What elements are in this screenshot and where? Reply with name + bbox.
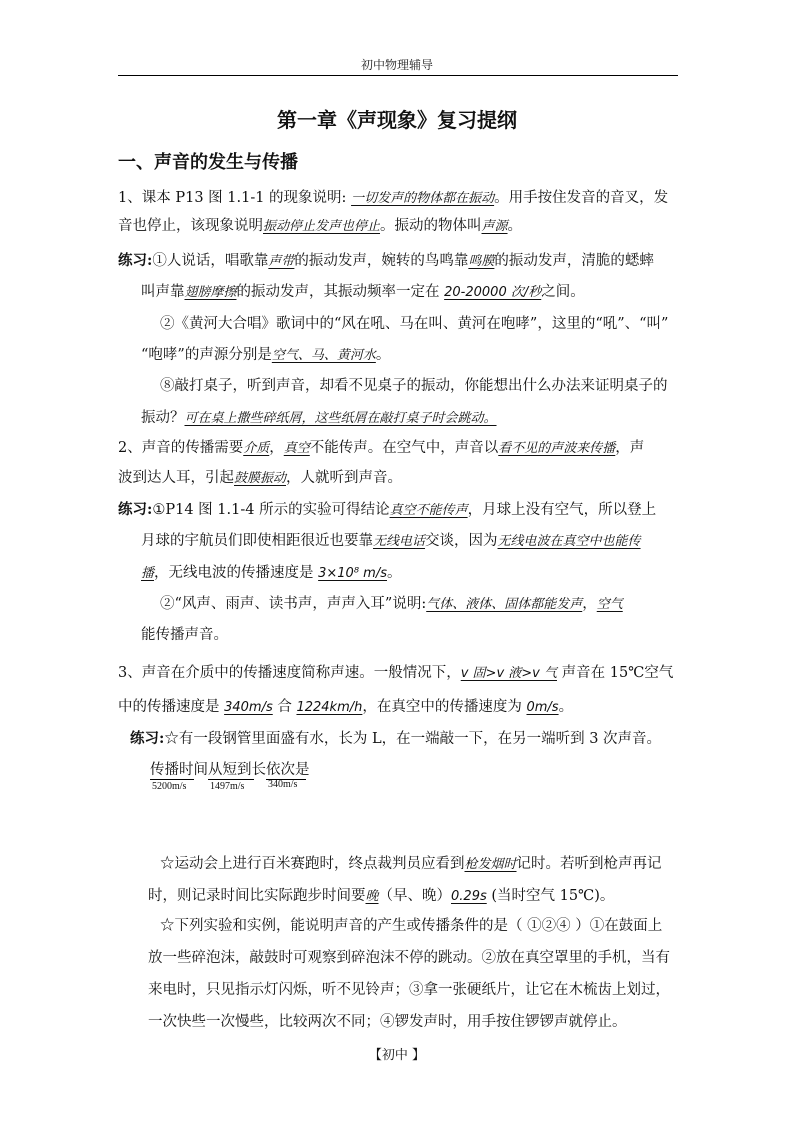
exercise-1-line-5	[160, 374, 668, 395]
text: ，在真空中的传播速度为	[362, 699, 527, 715]
answer: 介质	[243, 441, 270, 456]
text: 的振动发声，清脆的蟋蟀	[494, 253, 654, 269]
section-heading: 一、声音的发生与传播	[118, 152, 298, 173]
answer: 鸣膜	[468, 254, 495, 269]
exercise-label: 练习:	[130, 730, 165, 747]
text: ①P14 图 1.1-4 所示的实验可得结论	[152, 502, 390, 518]
exercise-2-line-5	[141, 623, 228, 644]
exercise-2-line-2	[141, 529, 641, 550]
answer: 0.29s	[451, 889, 487, 904]
text: 交谈，因为	[425, 533, 498, 549]
underline-mark	[150, 779, 194, 780]
answer: 0m/s	[526, 700, 559, 715]
answer: 无线电波在真空中也能传	[497, 534, 641, 549]
text: “咆哮”的声源分别是	[141, 347, 272, 363]
paragraph-2-line-2	[118, 466, 402, 487]
exercise-label: 练习:	[118, 501, 153, 518]
exercise-3-line-2	[150, 758, 310, 779]
text: 1、课本 P13 图 1.1-1 的现象说明:	[118, 190, 352, 206]
text: 能传播声音。	[141, 627, 228, 643]
text: ②《黄河大合唱》歌词中的“风在吼、马在叫、黄河在咆哮”，这里的“吼”、“叫”	[160, 316, 669, 332]
text: ，无线电波的传播速度是	[154, 565, 319, 581]
exercise-2-line-1	[118, 498, 656, 519]
exercise-1-line-4	[141, 343, 390, 364]
answer: 无线电话	[373, 534, 426, 549]
answer: 播	[141, 566, 155, 581]
text: 中的传播速度是	[118, 699, 225, 715]
underline-mark	[208, 779, 254, 780]
answer: 翅膀摩擦	[184, 285, 237, 300]
text: 声音在 15℃空气	[557, 665, 674, 681]
text: 传播时间从短到长依次是	[150, 762, 310, 778]
answer: 可在桌上撒些碎纸屑，这些纸屑在敲打桌子时会跳动。	[184, 411, 497, 426]
text: 。振动的物体叫	[380, 218, 482, 234]
exercise-5-line-2	[148, 946, 670, 967]
answer: 真空	[283, 441, 310, 456]
text: 的振动发声，婉转的鸟鸣靠	[294, 253, 469, 269]
text: ⑧敲打桌子，听到声音，却看不见桌子的振动，你能想出什么办法来证明桌子的	[160, 378, 668, 394]
text: 。	[375, 347, 391, 363]
answer: 枪发烟时	[464, 857, 517, 872]
text: ☆有一段钢管里面盛有水，长为 L，在一端敲一下，在另一端听到 3 次声音。	[164, 731, 662, 747]
answer: 气体、液体、固体都能发声	[426, 597, 583, 612]
text: ，	[582, 596, 597, 612]
answer: 振动停止发声也停止	[263, 219, 381, 234]
text: 。	[507, 218, 523, 234]
document-title: 第一章《声现象》复习提纲	[277, 108, 517, 132]
speed-label-air: 340m/s	[268, 779, 298, 790]
answer: 看不见的声波来传播	[498, 441, 616, 456]
answer: 声带	[268, 254, 295, 269]
answer: 340m/s	[224, 700, 273, 715]
exercise-1-line-6	[141, 406, 497, 427]
exercise-2-line-3	[141, 561, 402, 582]
text: 波到达人耳，引起	[118, 470, 234, 486]
text: 的振动发声，其振动频率一定在	[236, 284, 445, 300]
text: （早、晚）	[378, 888, 452, 904]
answer: 1224km/h	[296, 700, 363, 715]
text: 之间。	[541, 284, 585, 300]
text: 月球的宇航员们即使相距很近也要靠	[141, 533, 373, 549]
paragraph-1-line-2	[118, 214, 522, 235]
paragraph-2-line-1	[118, 436, 644, 457]
text: 一次快些一次慢些，比较两次不同；④锣发声时，用手按住锣锣声就停止。	[148, 1014, 627, 1030]
text: 。	[387, 565, 402, 581]
text: 3、声音在介质中的传播速度简称声速。一般情况下，	[118, 665, 461, 681]
text: 音也停止，该现象说明	[118, 218, 263, 234]
speed-label-water: 1497m/s	[210, 781, 245, 792]
text: ，月球上没有空气，所以登上	[467, 502, 657, 518]
exercise-label: 练习:	[118, 252, 153, 269]
text: ②“风声、雨声、读书声，声声入耳”说明:	[160, 596, 427, 612]
exercise-4-line-1	[160, 852, 662, 873]
answer: 一切发声的物体都在振动	[351, 191, 495, 206]
text: ，声	[615, 440, 645, 456]
exercise-1-line-3	[160, 312, 668, 333]
answer: 鼓膜振动	[234, 471, 287, 486]
text: 时，则记录时间比实际跑步时间要	[148, 888, 366, 904]
text: 放一些碎泡沫，敲鼓时可观察到碎泡沫不停的跳动。②放在真空罩里的手机，当有	[148, 950, 670, 966]
exercise-3-line-1	[130, 727, 661, 748]
exercise-5-line-3	[148, 978, 670, 999]
paragraph-3-line-2	[118, 695, 573, 716]
text: 来电时，只见指示灯闪烁，听不见铃声；③拿一张硬纸片，让它在木梳齿上划过，	[148, 982, 670, 998]
text: 振动？	[141, 410, 185, 426]
answer: 3×10⁸ m/s	[318, 566, 387, 581]
text: 不能传声。在空气中，声音以	[309, 440, 499, 456]
answer: 真空不能传声	[389, 503, 468, 518]
answer: 空气	[596, 597, 623, 612]
answer: v 固>v 液>v 气	[460, 666, 557, 681]
text: ，人就听到声音。	[286, 470, 403, 486]
page-footer: 【初中 】	[368, 1048, 426, 1063]
answer: 晚	[365, 889, 379, 904]
text: 记时。若听到枪声再记	[516, 856, 662, 872]
text: ，	[269, 440, 284, 456]
answer: 声源	[481, 219, 508, 234]
header-rule	[118, 75, 678, 76]
exercise-2-line-4	[160, 592, 623, 613]
answer: 空气、马、黄河水	[271, 348, 376, 363]
exercise-4-line-2	[148, 884, 614, 905]
text: 叫声靠	[141, 284, 185, 300]
page-header: 初中物理辅导	[360, 58, 433, 72]
answer: 20-20000 次/秒	[444, 285, 542, 300]
speed-label-steel: 5200m/s	[152, 781, 187, 792]
text: 。	[558, 699, 574, 715]
exercise-5-line-1	[160, 914, 662, 935]
exercise-5-line-4	[148, 1010, 627, 1031]
exercise-1-line-1	[118, 249, 654, 270]
text: 合	[272, 699, 297, 715]
text: ①人说话，唱歌靠	[152, 253, 269, 269]
text: (当时空气 15℃)。	[486, 888, 615, 904]
text: ☆运动会上进行百米赛跑时，终点裁判员应看到	[160, 856, 465, 872]
text: 。用手按住发音的音叉，发	[494, 190, 669, 206]
text: 2、声音的传播需要	[118, 440, 244, 456]
text: ☆下列实验和实例，能说明声音的产生或传播条件的是（ ①②④ ）①在鼓面上	[160, 918, 663, 934]
paragraph-3-line-1	[118, 661, 673, 682]
exercise-1-line-2	[141, 280, 585, 301]
paragraph-1-line-1	[118, 186, 668, 207]
